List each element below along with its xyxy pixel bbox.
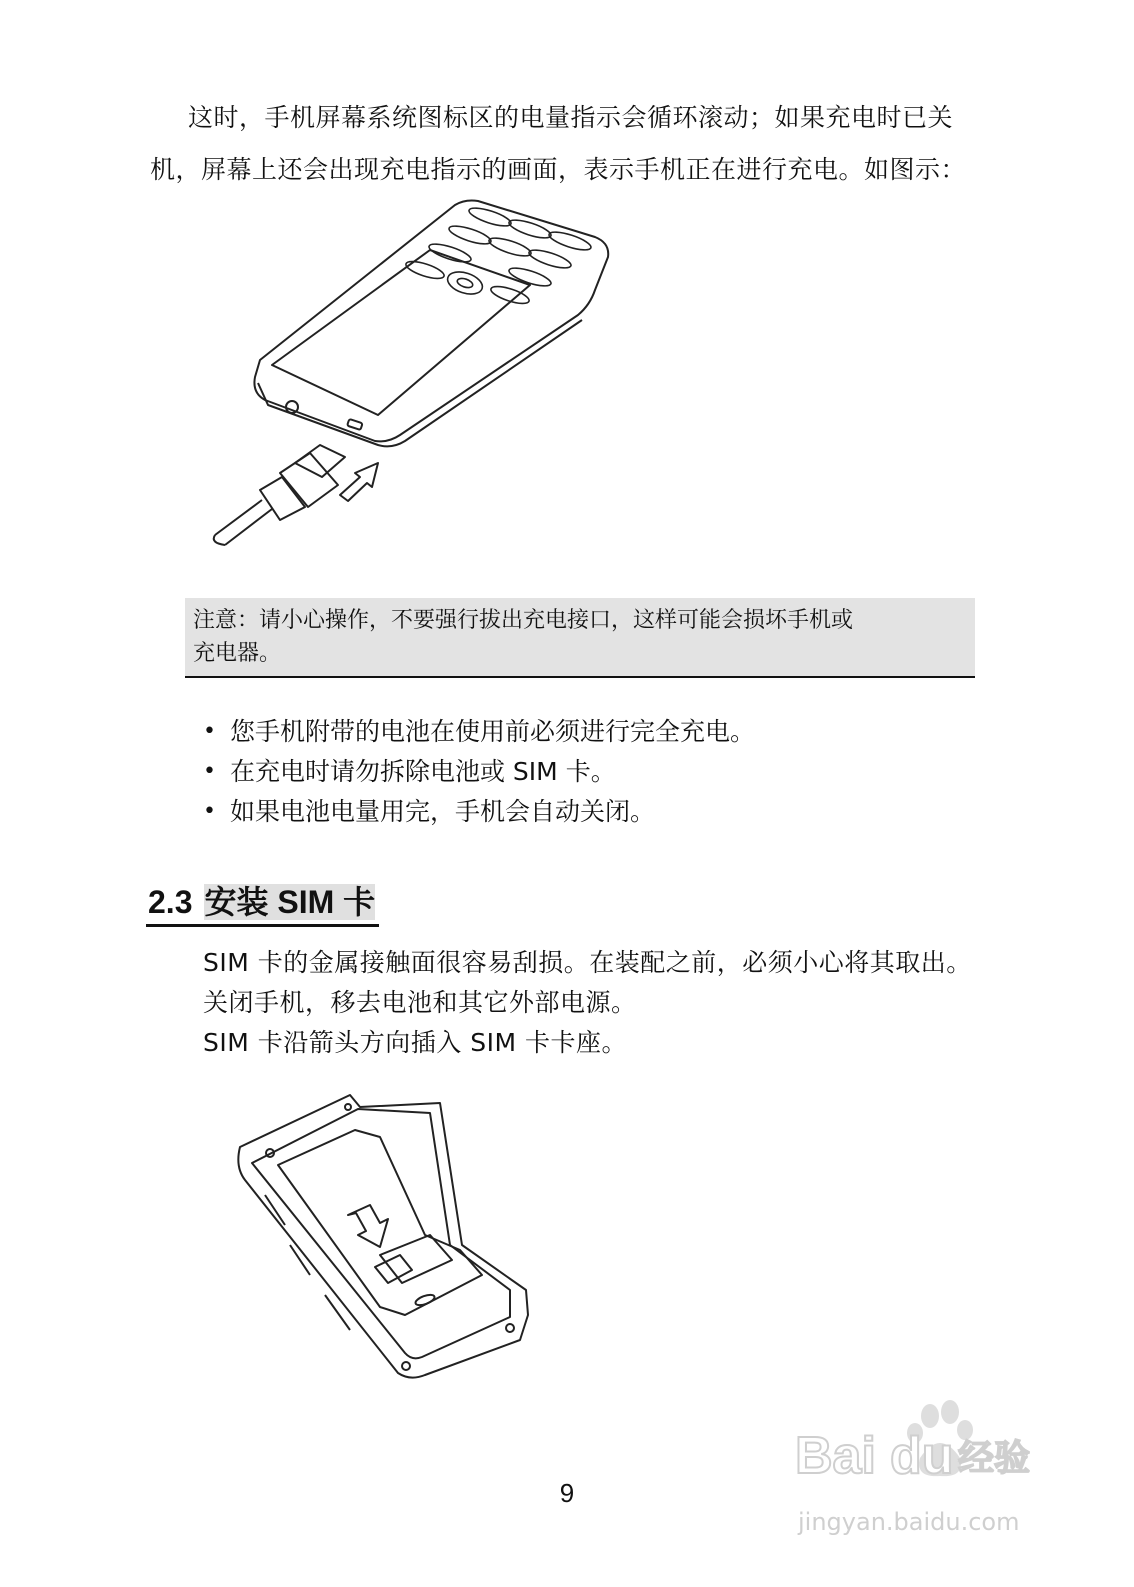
section-title: 安装 SIM 卡 xyxy=(204,884,376,920)
bullet-icon: • xyxy=(203,759,216,784)
page-number: 9 xyxy=(559,1478,575,1508)
caution-note xyxy=(185,598,975,678)
intro-line-2: 机，屏幕上还会出现充电指示的画面，表示手机正在进行充电。如图示： xyxy=(150,155,967,184)
note-line-1: 注意：请小心操作，不要强行拔出充电接口，这样可能会损坏手机或 xyxy=(193,608,854,633)
intro-paragraph xyxy=(150,92,1030,196)
bullet-text: 在充电时请勿拆除电池或 SIM 卡。 xyxy=(229,757,616,786)
bullet-icon: • xyxy=(203,719,216,744)
section-heading xyxy=(146,880,379,927)
watermark-url: jingyan.baidu.com xyxy=(798,1508,1020,1536)
bullet-text: 您手机附带的电池在使用前必须进行完全充电。 xyxy=(229,717,755,746)
note-line-2: 充电器。 xyxy=(193,641,282,666)
bullet-list xyxy=(203,712,755,832)
sim-install-illustration xyxy=(230,1085,540,1385)
bullet-icon: • xyxy=(203,799,216,824)
charging-illustration xyxy=(200,195,630,555)
section-number: 2.3 xyxy=(148,884,193,920)
section-line-3: SIM 卡沿箭头方向插入 SIM 卡卡座。 xyxy=(203,1028,627,1057)
bullet-text: 如果电池电量用完，手机会自动关闭。 xyxy=(229,797,655,826)
list-item xyxy=(203,712,755,752)
section-body xyxy=(203,943,972,1063)
intro-line-1: 这时，手机屏幕系统图标区的电量指示会循环滚动；如果充电时已关 xyxy=(188,103,954,132)
baidu-watermark xyxy=(790,1398,1050,1536)
svg-text:经验: 经验 xyxy=(958,1438,1031,1479)
svg-text:Bai: Bai xyxy=(795,1427,876,1485)
list-item xyxy=(203,752,755,792)
list-item xyxy=(203,792,755,832)
section-line-1: SIM 卡的金属接触面很容易刮损。在装配之前，必须小心将其取出。 xyxy=(203,948,972,977)
section-line-2: 关闭手机，移去电池和其它外部电源。 xyxy=(203,988,637,1017)
svg-text:du: du xyxy=(890,1427,954,1485)
